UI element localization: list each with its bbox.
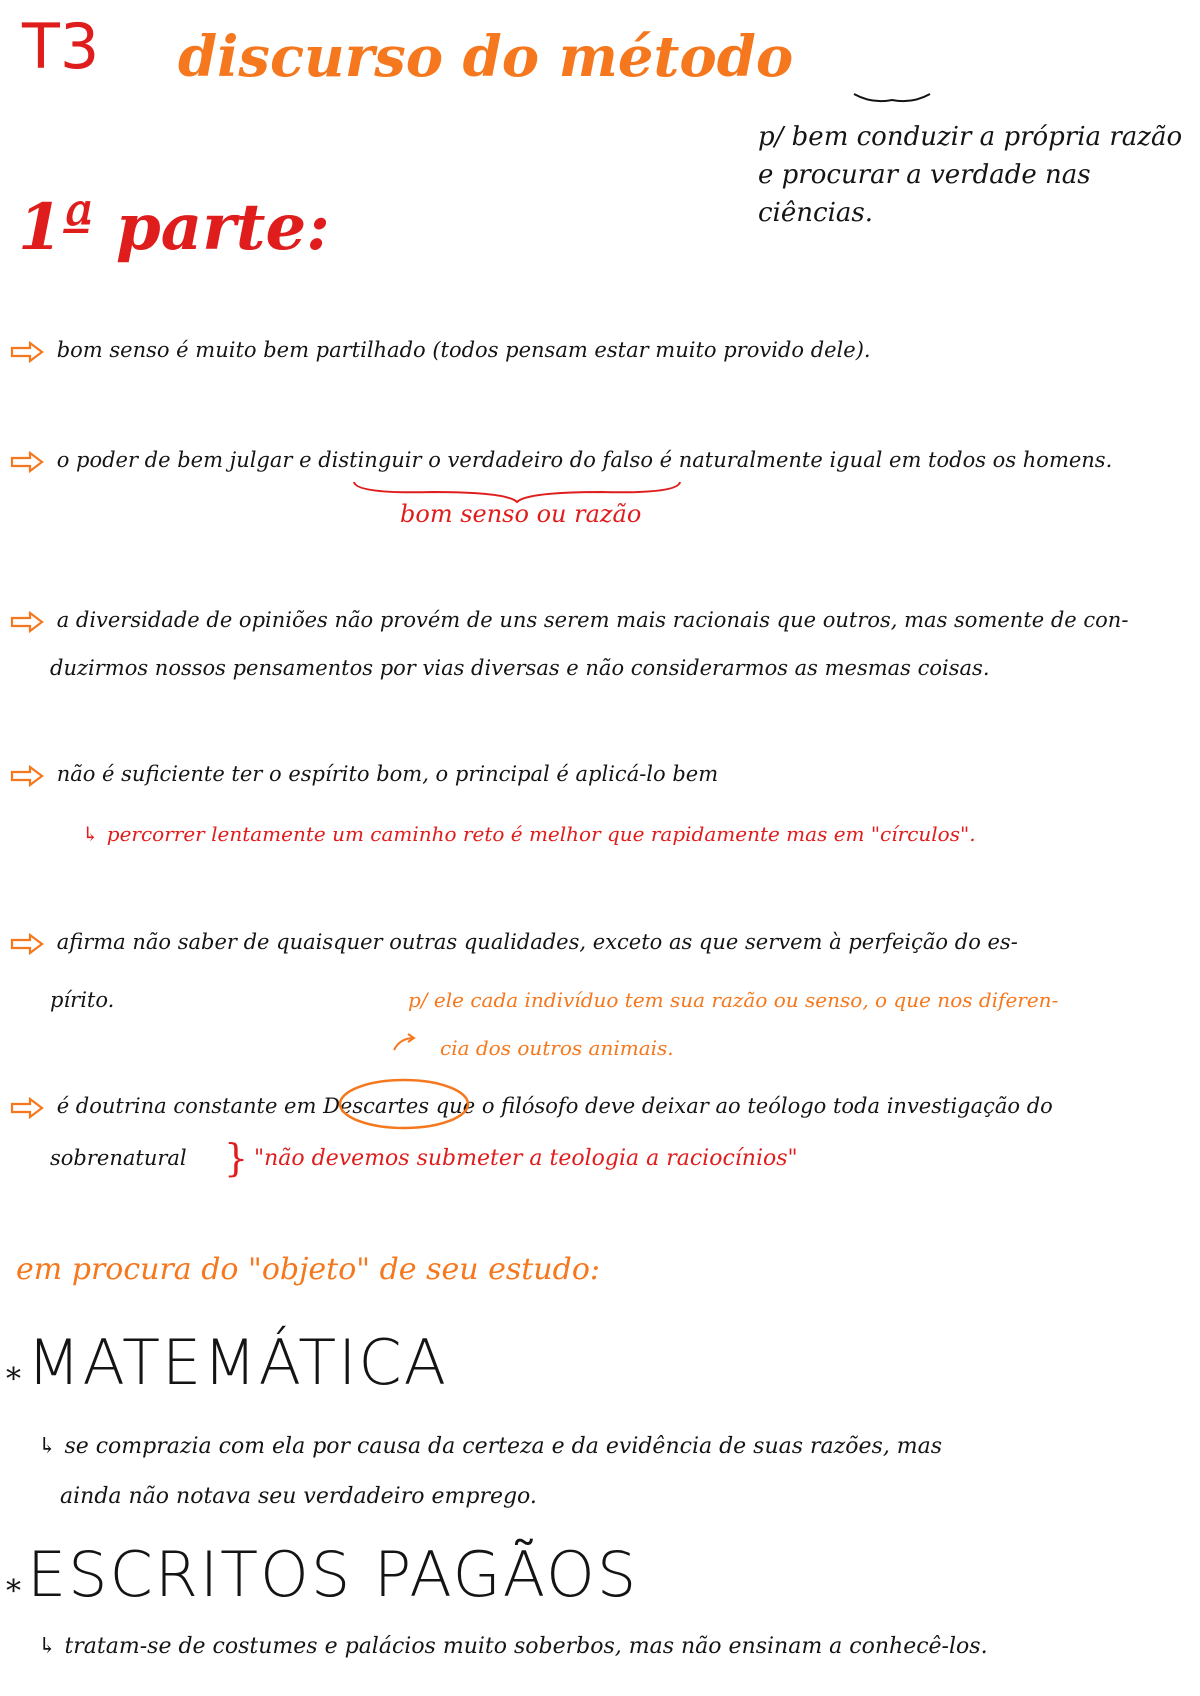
brace-icon: }	[224, 1136, 249, 1180]
part-title: 1ª parte:	[18, 190, 330, 265]
arrow-icon	[10, 1097, 44, 1119]
asterisk-icon: *	[6, 1574, 21, 1609]
sub-arrow-icon: ↳	[38, 1434, 57, 1459]
item-annotation-row	[82, 822, 976, 846]
list-item	[10, 1094, 1190, 1119]
page-title: discurso do método	[178, 24, 794, 90]
item-text: a diversidade de opiniões não provém de uns serem mais racionais que outros, mas somente de con-	[56, 608, 1129, 632]
list-item	[10, 762, 1190, 787]
item-text: é doutrina constante em Descartes que o filósofo deve deixar ao teólogo toda investigação do	[56, 1094, 1053, 1118]
arrow-icon	[10, 933, 44, 955]
section-title: MATEMÁTICA	[27, 1326, 449, 1399]
section-line: ainda não notava seu verdadeiro emprego.	[60, 1484, 537, 1509]
item-text: não é suficiente ter o espírito bom, o principal é aplicá-lo bem	[56, 762, 719, 786]
section-heading: em procura do "objeto" de seu estudo:	[16, 1252, 601, 1287]
list-item	[10, 448, 1190, 473]
sub-arrow-icon: ↳	[38, 1634, 57, 1659]
list-item	[10, 930, 1190, 955]
item-annotation: p/ ele cada indivíduo tem sua razão ou senso, o que nos diferen-	[408, 988, 1059, 1012]
arrow-icon	[10, 451, 44, 473]
item-annotation: percorrer lentamente um caminho reto é melhor que rapidamente mas em "círculos".	[106, 822, 976, 846]
item-text: bom senso é muito bem partilhado (todos pensam estar muito provido dele).	[56, 338, 871, 362]
section-line: ↳ se comprazia com ela por causa da certeza e da evidência de suas razões, mas	[38, 1434, 943, 1459]
item-text-continued: duzirmos nossos pensamentos por vias diversas e não considerarmos as mesmas coisas.	[50, 656, 990, 680]
item-text-continued: pírito.	[50, 988, 115, 1012]
item-annotation-continued: cia dos outros animais.	[440, 1036, 674, 1060]
item-text: o poder de bem julgar e distinguir o verdadeiro do falso é naturalmente igual em todos os homens.	[56, 448, 1113, 472]
item-text-continued: sobrenatural	[50, 1146, 187, 1170]
section-title-row	[6, 1326, 448, 1399]
item-annotation: bom senso ou razão	[400, 500, 642, 528]
section-title: ESCRITOS PAGÃOS	[27, 1538, 639, 1611]
section-line: ↳ tratam-se de costumes e palácios muito soberbos, mas não ensinam a conhecê-los.	[38, 1634, 988, 1659]
section-title-row	[6, 1538, 638, 1611]
underbrace-decoration	[852, 90, 932, 106]
page-code: T3	[22, 10, 100, 83]
list-item	[10, 608, 1190, 633]
curved-arrow-icon	[390, 1032, 418, 1054]
circle-highlight	[336, 1076, 472, 1132]
item-annotation: "não devemos submeter a teologia a raciocínios"	[254, 1146, 798, 1171]
asterisk-icon: *	[6, 1362, 21, 1397]
arrow-icon	[10, 341, 44, 363]
title-note: p/ bem conduzir a própria razão e procurar a verdade nas ciências.	[758, 122, 1183, 228]
sub-arrow-icon: ↳	[82, 822, 99, 846]
arrow-icon	[10, 611, 44, 633]
arrow-icon	[10, 765, 44, 787]
list-item	[10, 338, 1190, 363]
item-text: afirma não saber de quaisquer outras qualidades, exceto as que servem à perfeição do es-	[56, 930, 1018, 954]
